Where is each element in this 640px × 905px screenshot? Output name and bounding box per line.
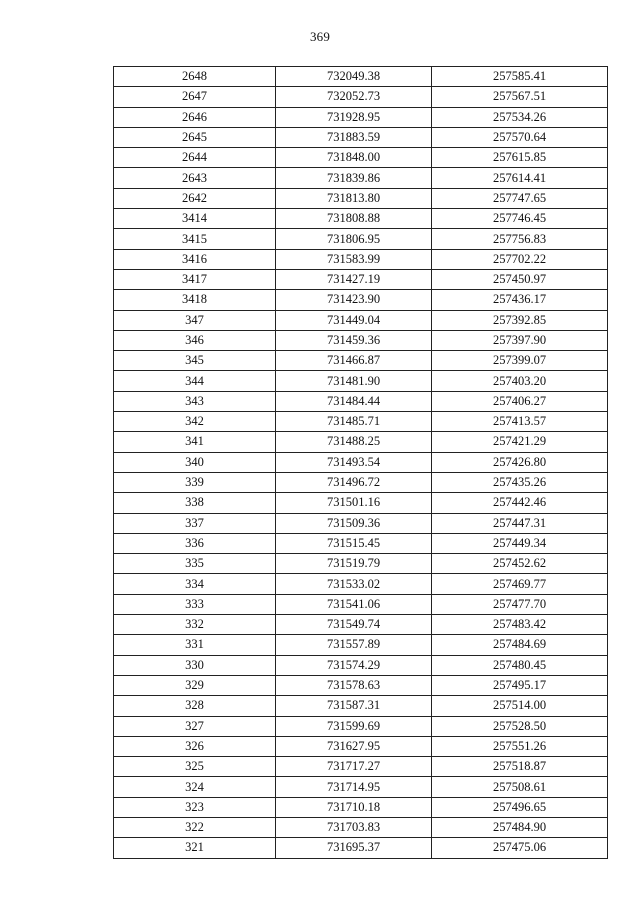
table-row (114, 127, 608, 147)
table-row (114, 310, 608, 330)
table-row (114, 107, 608, 127)
point-number-cell: 322 (114, 817, 276, 837)
y-coordinate-cell: 257442.46 (432, 493, 608, 513)
point-number-cell: 333 (114, 594, 276, 614)
table-row (114, 67, 608, 87)
x-coordinate-cell: 731717.27 (276, 757, 432, 777)
x-coordinate-cell: 731583.99 (276, 249, 432, 269)
y-coordinate-cell: 257585.41 (432, 67, 608, 87)
x-coordinate-cell: 731928.95 (276, 107, 432, 127)
y-coordinate-cell: 257747.65 (432, 188, 608, 208)
table-row (114, 432, 608, 452)
table-row (114, 716, 608, 736)
table-row (114, 472, 608, 492)
table-row (114, 797, 608, 817)
point-number-cell: 3417 (114, 269, 276, 289)
y-coordinate-cell: 257514.00 (432, 696, 608, 716)
point-number-cell: 2646 (114, 107, 276, 127)
point-number-cell: 341 (114, 432, 276, 452)
x-coordinate-cell: 731703.83 (276, 817, 432, 837)
x-coordinate-cell: 731574.29 (276, 655, 432, 675)
point-number-cell: 321 (114, 838, 276, 858)
y-coordinate-cell: 257484.69 (432, 635, 608, 655)
point-number-cell: 347 (114, 310, 276, 330)
table-row (114, 290, 608, 310)
y-coordinate-cell: 257447.31 (432, 513, 608, 533)
point-number-cell: 324 (114, 777, 276, 797)
table-row (114, 675, 608, 695)
table-row (114, 412, 608, 432)
y-coordinate-cell: 257452.62 (432, 554, 608, 574)
y-coordinate-cell: 257614.41 (432, 168, 608, 188)
point-number-cell: 2645 (114, 127, 276, 147)
table-row (114, 148, 608, 168)
x-coordinate-cell: 731423.90 (276, 290, 432, 310)
table-row (114, 757, 608, 777)
y-coordinate-cell: 257551.26 (432, 736, 608, 756)
x-coordinate-cell: 731496.72 (276, 472, 432, 492)
table-row (114, 229, 608, 249)
table-row (114, 371, 608, 391)
x-coordinate-cell: 731806.95 (276, 229, 432, 249)
y-coordinate-cell: 257483.42 (432, 615, 608, 635)
point-number-cell: 3416 (114, 249, 276, 269)
y-coordinate-cell: 257746.45 (432, 209, 608, 229)
table-row (114, 168, 608, 188)
table-row (114, 533, 608, 553)
table-row (114, 817, 608, 837)
y-coordinate-cell: 257508.61 (432, 777, 608, 797)
x-coordinate-cell: 732052.73 (276, 87, 432, 107)
x-coordinate-cell: 731587.31 (276, 696, 432, 716)
point-number-cell: 331 (114, 635, 276, 655)
x-coordinate-cell: 731509.36 (276, 513, 432, 533)
y-coordinate-cell: 257421.29 (432, 432, 608, 452)
point-number-cell: 337 (114, 513, 276, 533)
x-coordinate-cell: 731449.04 (276, 310, 432, 330)
x-coordinate-cell: 731485.71 (276, 412, 432, 432)
y-coordinate-cell: 257475.06 (432, 838, 608, 858)
point-number-cell: 2648 (114, 67, 276, 87)
point-number-cell: 342 (114, 412, 276, 432)
x-coordinate-cell: 731459.36 (276, 330, 432, 350)
table-row (114, 493, 608, 513)
table-row (114, 452, 608, 472)
point-number-cell: 329 (114, 675, 276, 695)
point-number-cell: 328 (114, 696, 276, 716)
point-number-cell: 334 (114, 574, 276, 594)
y-coordinate-cell: 257477.70 (432, 594, 608, 614)
x-coordinate-cell: 731515.45 (276, 533, 432, 553)
y-coordinate-cell: 257469.77 (432, 574, 608, 594)
table-row (114, 696, 608, 716)
point-number-cell: 340 (114, 452, 276, 472)
point-number-cell: 343 (114, 391, 276, 411)
x-coordinate-cell: 731578.63 (276, 675, 432, 695)
x-coordinate-cell: 731714.95 (276, 777, 432, 797)
point-number-cell: 330 (114, 655, 276, 675)
y-coordinate-cell: 257496.65 (432, 797, 608, 817)
table-row (114, 87, 608, 107)
x-coordinate-cell: 731466.87 (276, 351, 432, 371)
table-row (114, 391, 608, 411)
y-coordinate-cell: 257702.22 (432, 249, 608, 269)
point-number-cell: 3415 (114, 229, 276, 249)
x-coordinate-cell: 731599.69 (276, 716, 432, 736)
x-coordinate-cell: 731501.16 (276, 493, 432, 513)
y-coordinate-cell: 257615.85 (432, 148, 608, 168)
y-coordinate-cell: 257406.27 (432, 391, 608, 411)
x-coordinate-cell: 731519.79 (276, 554, 432, 574)
point-number-cell: 339 (114, 472, 276, 492)
table-row (114, 188, 608, 208)
point-number-cell: 3418 (114, 290, 276, 310)
x-coordinate-cell: 731541.06 (276, 594, 432, 614)
y-coordinate-cell: 257403.20 (432, 371, 608, 391)
x-coordinate-cell: 731808.88 (276, 209, 432, 229)
x-coordinate-cell: 732049.38 (276, 67, 432, 87)
table-row (114, 269, 608, 289)
y-coordinate-cell: 257534.26 (432, 107, 608, 127)
coordinates-table (113, 66, 608, 859)
y-coordinate-cell: 257435.26 (432, 472, 608, 492)
x-coordinate-cell: 731488.25 (276, 432, 432, 452)
x-coordinate-cell: 731427.19 (276, 269, 432, 289)
point-number-cell: 327 (114, 716, 276, 736)
x-coordinate-cell: 731848.00 (276, 148, 432, 168)
y-coordinate-cell: 257399.07 (432, 351, 608, 371)
y-coordinate-cell: 257756.83 (432, 229, 608, 249)
y-coordinate-cell: 257484.90 (432, 817, 608, 837)
table-row (114, 736, 608, 756)
x-coordinate-cell: 731484.44 (276, 391, 432, 411)
point-number-cell: 344 (114, 371, 276, 391)
x-coordinate-cell: 731481.90 (276, 371, 432, 391)
x-coordinate-cell: 731533.02 (276, 574, 432, 594)
coordinates-table-body (114, 67, 608, 859)
y-coordinate-cell: 257567.51 (432, 87, 608, 107)
point-number-cell: 3414 (114, 209, 276, 229)
table-row (114, 635, 608, 655)
table-row (114, 209, 608, 229)
table-row (114, 594, 608, 614)
point-number-cell: 2642 (114, 188, 276, 208)
table-row (114, 330, 608, 350)
table-row (114, 574, 608, 594)
point-number-cell: 2644 (114, 148, 276, 168)
y-coordinate-cell: 257436.17 (432, 290, 608, 310)
y-coordinate-cell: 257392.85 (432, 310, 608, 330)
point-number-cell: 332 (114, 615, 276, 635)
y-coordinate-cell: 257480.45 (432, 655, 608, 675)
page-number: 369 (309, 29, 331, 44)
y-coordinate-cell: 257450.97 (432, 269, 608, 289)
y-coordinate-cell: 257528.50 (432, 716, 608, 736)
table-row (114, 513, 608, 533)
point-number-cell: 345 (114, 351, 276, 371)
y-coordinate-cell: 257570.64 (432, 127, 608, 147)
x-coordinate-cell: 731627.95 (276, 736, 432, 756)
x-coordinate-cell: 731695.37 (276, 838, 432, 858)
y-coordinate-cell: 257413.57 (432, 412, 608, 432)
x-coordinate-cell: 731839.86 (276, 168, 432, 188)
point-number-cell: 325 (114, 757, 276, 777)
point-number-cell: 346 (114, 330, 276, 350)
x-coordinate-cell: 731549.74 (276, 615, 432, 635)
table-row (114, 249, 608, 269)
x-coordinate-cell: 731883.59 (276, 127, 432, 147)
point-number-cell: 2647 (114, 87, 276, 107)
point-number-cell: 338 (114, 493, 276, 513)
x-coordinate-cell: 731557.89 (276, 635, 432, 655)
point-number-cell: 2643 (114, 168, 276, 188)
x-coordinate-cell: 731710.18 (276, 797, 432, 817)
table-row (114, 838, 608, 858)
x-coordinate-cell: 731493.54 (276, 452, 432, 472)
point-number-cell: 335 (114, 554, 276, 574)
table-row (114, 554, 608, 574)
table-row (114, 615, 608, 635)
table-row (114, 777, 608, 797)
y-coordinate-cell: 257449.34 (432, 533, 608, 553)
x-coordinate-cell: 731813.80 (276, 188, 432, 208)
point-number-cell: 336 (114, 533, 276, 553)
y-coordinate-cell: 257426.80 (432, 452, 608, 472)
y-coordinate-cell: 257495.17 (432, 675, 608, 695)
point-number-cell: 326 (114, 736, 276, 756)
y-coordinate-cell: 257397.90 (432, 330, 608, 350)
table-row (114, 351, 608, 371)
y-coordinate-cell: 257518.87 (432, 757, 608, 777)
table-row (114, 655, 608, 675)
point-number-cell: 323 (114, 797, 276, 817)
